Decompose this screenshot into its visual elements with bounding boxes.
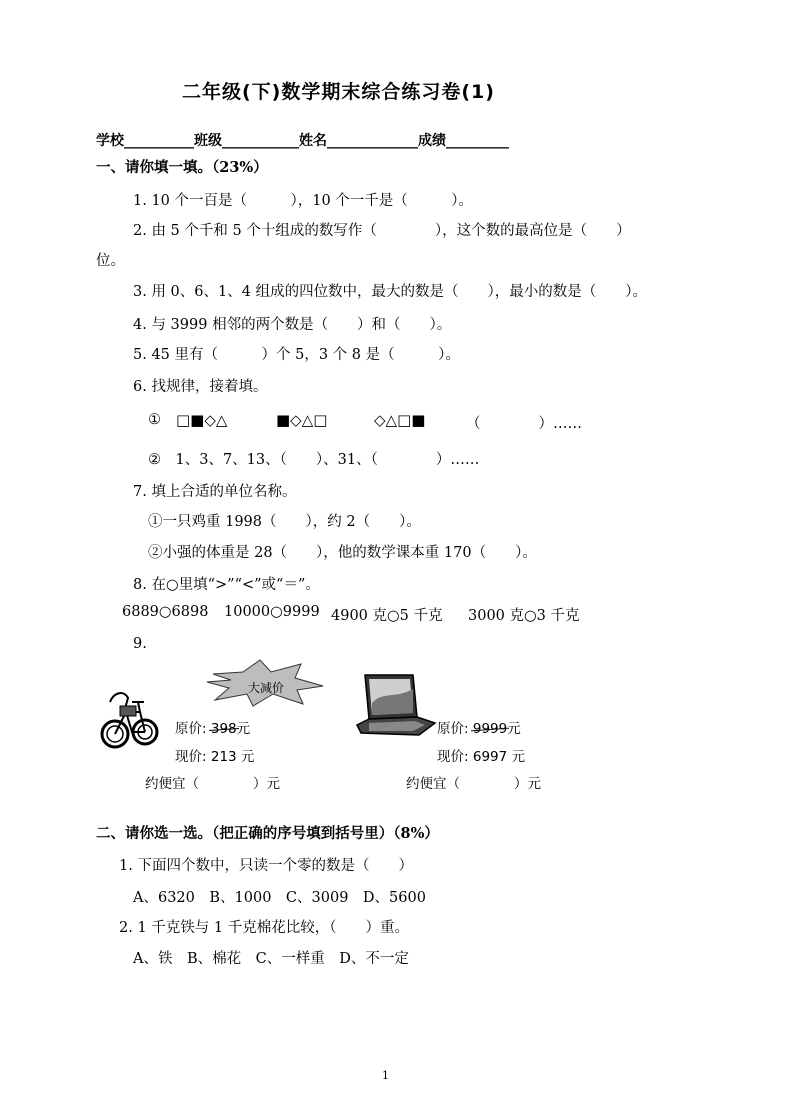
sale-starburst-label: 大减价 (248, 681, 285, 695)
compare-item-1: 6889○6898 (122, 604, 209, 620)
q1-7-b: ②小强的体重是 28（ ），他的数学课本重 170（ ）。 (148, 545, 537, 561)
page-number: 1 (382, 1069, 389, 1082)
compare-item-4: 3000 克○3 千克 (468, 608, 580, 624)
laptop-current-price (437, 745, 525, 765)
section2-heading: 二、请你选一选。（把正确的序号填到括号里）（8%） (96, 825, 439, 842)
pattern-a-blank: （ ）…… (466, 416, 582, 432)
laptop-now-value: 6997 元 (472, 749, 526, 765)
student-info-line: 学校__________班级___________姓名_____________成绩_________ (96, 133, 509, 149)
q1-3: 3. 用 0、6、1、4 组成的四位数中，最大的数是（ ），最小的数是（ ）。 (133, 284, 648, 300)
q2-1-options: A、6320 B、1000 C、3009 D、5600 (133, 890, 426, 906)
q1-6: 6. 找规律，接着填。 (133, 379, 268, 395)
bike-savings: 约便宜（ ）元 (145, 776, 280, 792)
bike-original-price (175, 717, 250, 737)
pattern-a-number: ① (148, 412, 161, 428)
bike-orig-label: 原价: (175, 721, 207, 737)
compare-item-3: 4900 克○5 千克 (331, 608, 443, 624)
q1-8: 8. 在○里填“>”“<”或“＝”。 (133, 577, 320, 593)
pattern-b: ② 1、3、7、13、（ ）、31、（ ）…… (148, 452, 480, 468)
laptop-orig-label: 原价: (437, 721, 469, 737)
q1-1: 1. 10 个一百是（ ），10 个一千是（ ）。 (133, 193, 474, 209)
q1-2-line2: 位。 (96, 253, 125, 269)
laptop-savings: 约便宜（ ）元 (406, 776, 541, 792)
laptop-icon (355, 673, 437, 737)
q2-1: 1. 下面四个数中，只读一个零的数是（ ） (119, 858, 413, 874)
bike-now-value: 213 元 (210, 749, 255, 765)
laptop-orig-value: 9999 (472, 721, 508, 737)
compare-item-2: 10000○9999 (224, 604, 320, 620)
q1-9: 9. (133, 636, 147, 652)
q2-2: 2. 1 千克铁与 1 千克棉花比较，（ ）重。 (119, 920, 409, 936)
q1-2-line1: 2. 由 5 个千和 5 个十组成的数写作（ ），这个数的最高位是（ ） (133, 223, 631, 239)
bicycle-icon (100, 688, 162, 752)
q1-5: 5. 45 里有（ ）个 5，3 个 8 是（ ）。 (133, 347, 460, 363)
bike-current-price (175, 745, 254, 765)
bike-orig-value: 398 (210, 721, 237, 737)
pattern-a-group-1: □■◇△ (176, 411, 228, 429)
section1-heading: 一、请你填一填。（23%） (96, 159, 268, 176)
bike-orig-unit: 元 (236, 721, 251, 737)
pattern-a-group-2: ■◇△□ (276, 411, 328, 429)
bike-now-label: 现价: (175, 749, 207, 765)
laptop-orig-unit: 元 (507, 721, 521, 737)
q1-7: 7. 填上合适的单位名称。 (133, 484, 297, 500)
q2-2-options: A、铁 B、棉花 C、一样重 D、不一定 (133, 951, 409, 967)
page-title: 二年级(下)数学期末综合练习卷(1) (182, 81, 495, 103)
laptop-now-label: 现价: (437, 749, 469, 765)
q1-4: 4. 与 3999 相邻的两个数是（ ）和（ ）。 (133, 317, 452, 333)
q1-7-a: ①一只鸡重 1998（ ），约 2（ ）。 (148, 514, 421, 530)
pattern-a-group-3: ◇△□■ (374, 411, 426, 429)
laptop-original-price (437, 717, 521, 737)
